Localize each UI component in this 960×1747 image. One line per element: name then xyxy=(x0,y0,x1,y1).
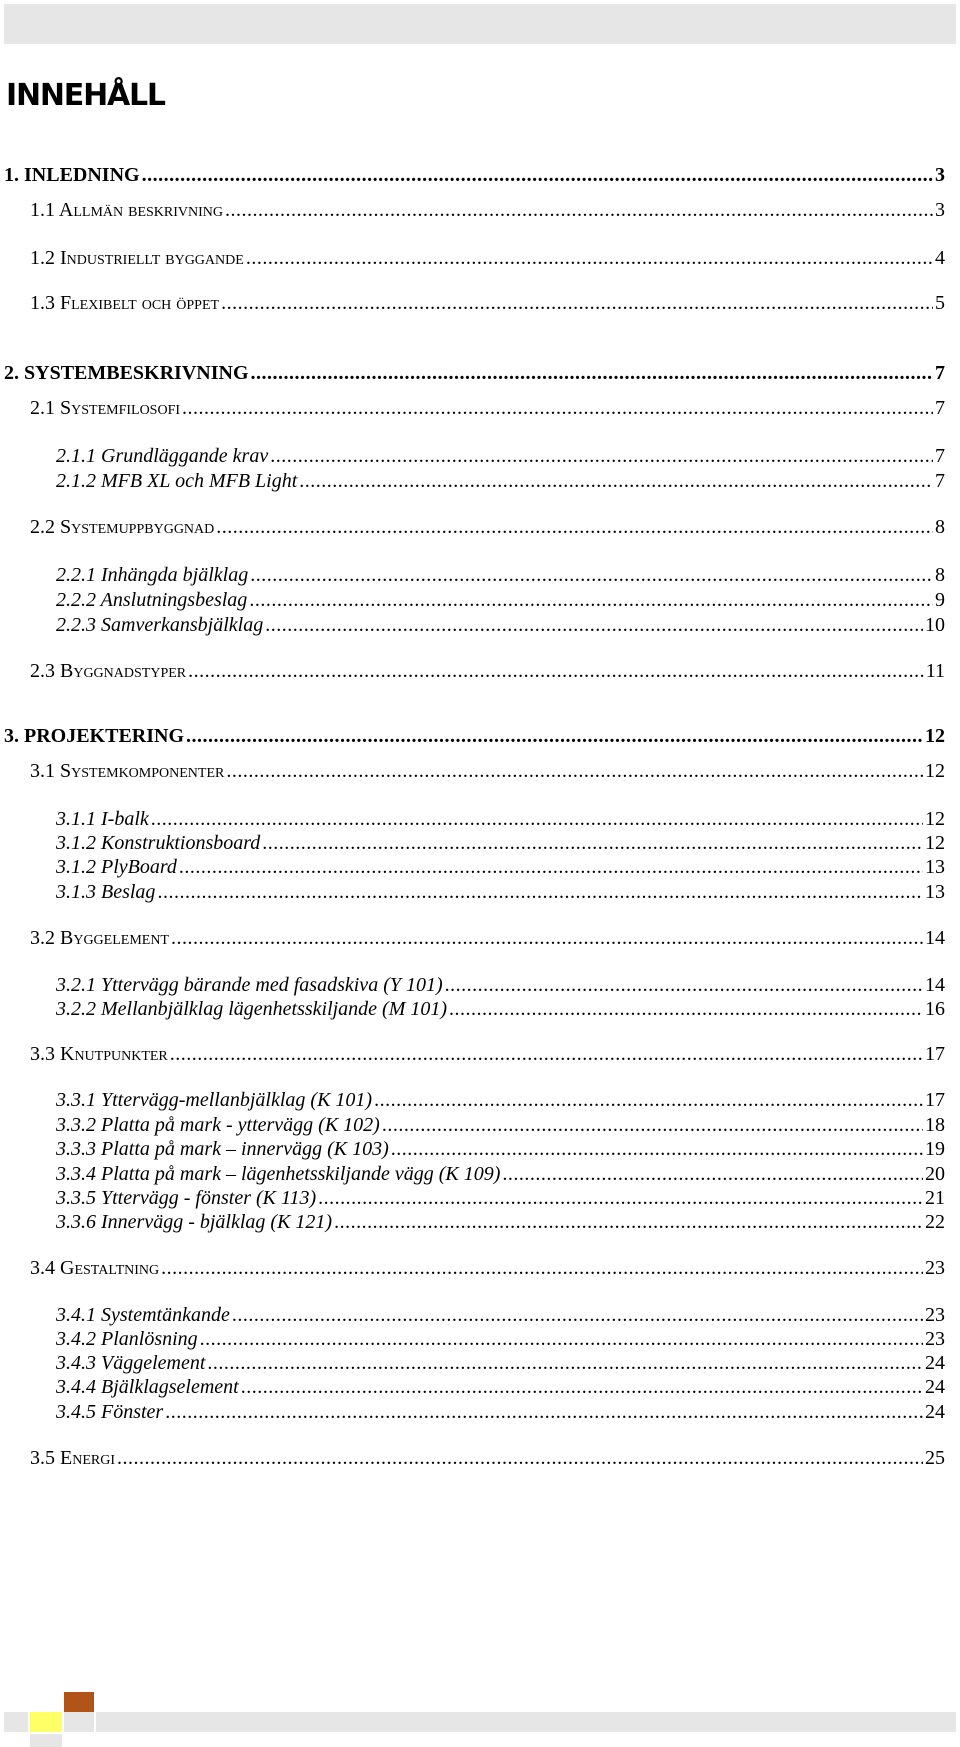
toc-entry-page-number: 12 xyxy=(925,760,945,782)
toc-entry-page-number: 14 xyxy=(925,927,945,949)
toc-leader-dots xyxy=(207,1350,923,1376)
toc-entry-page-number: 7 xyxy=(935,362,945,384)
toc-entry-label: 3.4 Gestaltning xyxy=(30,1257,160,1279)
toc-entry-page-number: 18 xyxy=(925,1114,945,1136)
toc-entry[interactable] xyxy=(56,854,945,880)
toc-title: INNEHÅLL xyxy=(6,78,165,113)
toc-leader-dots xyxy=(142,162,933,188)
toc-entry-page-number: 11 xyxy=(925,660,945,682)
toc-leader-dots xyxy=(225,197,933,223)
toc-entry-page-number: 24 xyxy=(925,1376,945,1398)
footer-decoration-gray xyxy=(4,1712,28,1732)
toc-entry-page-number: 13 xyxy=(925,856,945,878)
toc-leader-dots xyxy=(232,1302,923,1328)
toc-entry-page-number: 14 xyxy=(925,974,945,996)
toc-entry-label: 2.1 Systemfilosofi xyxy=(30,397,181,419)
toc-entry-label: 2.2.3 Samverkansbjälklag xyxy=(56,614,264,636)
toc-leader-dots xyxy=(226,758,923,784)
toc-entry[interactable] xyxy=(56,562,945,588)
toc-entry-page-number: 23 xyxy=(925,1304,945,1326)
toc-entry-label: 3.3.1 Yttervägg-mellanbjälklag (K 101) xyxy=(56,1089,373,1111)
toc-entry-label: 2.2.2 Anslutningsbeslag xyxy=(56,589,248,611)
toc-entry[interactable] xyxy=(4,360,945,386)
toc-entry-page-number: 7 xyxy=(935,445,945,467)
toc-leader-dots xyxy=(157,879,923,905)
toc-leader-dots xyxy=(250,562,933,588)
header-bar xyxy=(4,4,956,44)
toc-leader-dots xyxy=(382,1112,923,1138)
toc-entry[interactable] xyxy=(56,1087,945,1113)
toc-entry-label: 3.4.5 Fönster xyxy=(56,1401,164,1423)
toc-entry-label: 2.2 Systemuppbyggnad xyxy=(30,516,215,538)
toc-entry-page-number: 13 xyxy=(925,881,945,903)
toc-entry[interactable] xyxy=(30,514,945,540)
toc-leader-dots xyxy=(241,1374,923,1400)
toc-entry-page-number: 10 xyxy=(925,614,945,636)
toc-entry[interactable] xyxy=(56,1112,945,1138)
toc-entry[interactable] xyxy=(30,395,945,421)
toc-entry-page-number: 12 xyxy=(925,832,945,854)
toc-entry-page-number: 9 xyxy=(935,589,945,611)
toc-entry-label: 3.3 Knutpunkter xyxy=(30,1043,168,1065)
toc-entry-label: 3.3.2 Platta på mark - yttervägg (K 102) xyxy=(56,1114,380,1136)
toc-entry[interactable] xyxy=(56,1326,945,1352)
toc-entry[interactable] xyxy=(30,758,945,784)
toc-leader-dots xyxy=(251,360,933,386)
toc-leader-dots xyxy=(445,972,923,998)
toc-entry-label: 3.1 Systemkomponenter xyxy=(30,760,225,782)
footer-bar xyxy=(96,1712,956,1732)
toc-leader-dots xyxy=(171,925,923,951)
toc-entry-label: 3.3.6 Innervägg - bjälklag (K 121) xyxy=(56,1211,333,1233)
toc-leader-dots xyxy=(170,1041,923,1067)
toc-entry[interactable] xyxy=(56,1399,945,1425)
toc-entry-label: 3.4.4 Bjälklagselement xyxy=(56,1376,239,1398)
toc-entry-label: 3.4.2 Planlösning xyxy=(56,1328,198,1350)
toc-entry-label: 1.1 Allmän beskrivning xyxy=(30,199,224,221)
toc-entry-label: 3.1.2 PlyBoard xyxy=(56,856,177,878)
toc-leader-dots xyxy=(299,468,933,494)
toc-leader-dots xyxy=(182,395,933,421)
toc-entry-label: 3.3.4 Platta på mark – lägenhetsskiljande vägg (K 109) xyxy=(56,1163,501,1185)
toc-entry[interactable] xyxy=(56,1209,945,1235)
toc-leader-dots xyxy=(161,1255,923,1281)
toc-leader-dots xyxy=(374,1087,923,1113)
toc-entry-page-number: 24 xyxy=(925,1352,945,1374)
footer-decoration-yellow xyxy=(30,1712,62,1732)
toc-leader-dots xyxy=(188,658,924,684)
toc-leader-dots xyxy=(221,290,933,316)
toc-entry-page-number: 25 xyxy=(925,1447,945,1469)
toc-entry[interactable] xyxy=(30,925,945,951)
toc-entry-page-number: 23 xyxy=(925,1257,945,1279)
toc-entry-label: 3.1.2 Konstruktionsboard xyxy=(56,832,261,854)
toc-entry[interactable] xyxy=(30,1255,945,1281)
toc-entry-label: 1.2 Industriellt byggande xyxy=(30,247,244,269)
toc-entry[interactable] xyxy=(56,972,945,998)
toc-entry-page-number: 7 xyxy=(935,397,945,419)
toc-entry-page-number: 17 xyxy=(925,1089,945,1111)
toc-leader-dots xyxy=(502,1161,923,1187)
toc-entry[interactable] xyxy=(56,830,945,856)
toc-entry-page-number: 4 xyxy=(935,247,945,269)
toc-entry-label: 2.1.2 MFB XL och MFB Light xyxy=(56,470,298,492)
toc-entry-page-number: 7 xyxy=(935,470,945,492)
toc-entry-page-number: 3 xyxy=(935,164,945,186)
toc-leader-dots xyxy=(246,245,933,271)
toc-entry-label: 3.2.1 Yttervägg bärande med fasadskiva (Y 101) xyxy=(56,974,443,996)
toc-entry-page-number: 16 xyxy=(925,998,945,1020)
toc-entry[interactable] xyxy=(30,1041,945,1067)
toc-entry-label: 3.5 Energi xyxy=(30,1447,115,1469)
toc-entry-label: 1.3 Flexibelt och öppet xyxy=(30,292,220,314)
toc-entry-page-number: 3 xyxy=(935,199,945,221)
toc-entry[interactable] xyxy=(4,723,945,749)
toc-leader-dots xyxy=(449,996,923,1022)
footer-decoration-brown xyxy=(64,1692,94,1712)
toc-entry-page-number: 22 xyxy=(925,1211,945,1233)
toc-entry-page-number: 17 xyxy=(925,1043,945,1065)
toc-entry-label: 3.4.1 Systemtänkande xyxy=(56,1304,230,1326)
toc-leader-dots xyxy=(391,1136,923,1162)
toc-entry-label: 3.1.3 Beslag xyxy=(56,881,156,903)
footer-decoration-gray-2 xyxy=(64,1712,94,1732)
toc-leader-dots xyxy=(151,806,923,832)
toc-entry[interactable] xyxy=(56,806,945,832)
toc-entry[interactable] xyxy=(56,612,945,638)
toc-entry-page-number: 8 xyxy=(935,564,945,586)
toc-leader-dots xyxy=(165,1399,923,1425)
toc-leader-dots xyxy=(179,854,923,880)
toc-entry-page-number: 5 xyxy=(935,292,945,314)
toc-entry-page-number: 20 xyxy=(925,1163,945,1185)
toc-entry[interactable] xyxy=(30,1445,945,1471)
toc-entry-label: 3.2.2 Mellanbjälklag lägenhetsskiljande (M 101) xyxy=(56,998,448,1020)
toc-entry-page-number: 24 xyxy=(925,1401,945,1423)
toc-entry[interactable] xyxy=(56,996,945,1022)
toc-leader-dots xyxy=(186,723,923,749)
toc-entry[interactable] xyxy=(56,443,945,469)
toc-entry-label: 2.2.1 Inhängda bjälklag xyxy=(56,564,249,586)
toc-entry-label: 2.1.1 Grundläggande krav xyxy=(56,445,269,467)
toc-entry-page-number: 12 xyxy=(925,808,945,830)
toc-entry-label: 2. SYSTEMBESKRIVNING xyxy=(4,362,249,384)
footer-decoration-gray-3 xyxy=(30,1734,62,1747)
toc-entry-label: 2.3 Byggnadstyper xyxy=(30,660,187,682)
toc-entry-label: 3.3.3 Platta på mark – innervägg (K 103) xyxy=(56,1138,389,1160)
toc-leader-dots xyxy=(249,587,933,613)
toc-leader-dots xyxy=(334,1209,923,1235)
toc-entry[interactable] xyxy=(56,468,945,494)
toc-entry-label: 3.1.1 I-balk xyxy=(56,808,149,830)
toc-entry[interactable] xyxy=(4,162,945,188)
toc-entry[interactable] xyxy=(56,1374,945,1400)
toc-leader-dots xyxy=(318,1185,923,1211)
toc-entry-label: 3. PROJEKTERING xyxy=(4,725,185,747)
toc-entry[interactable] xyxy=(56,1350,945,1376)
toc-leader-dots xyxy=(265,612,923,638)
toc-leader-dots xyxy=(216,514,933,540)
toc-entry[interactable] xyxy=(56,879,945,905)
toc-leader-dots xyxy=(117,1445,923,1471)
toc-entry-page-number: 19 xyxy=(925,1138,945,1160)
toc-entry[interactable] xyxy=(30,290,945,316)
toc-entry-label: 3.4.3 Väggelement xyxy=(56,1352,206,1374)
toc-entry-page-number: 21 xyxy=(925,1187,945,1209)
toc-entry[interactable] xyxy=(56,1302,945,1328)
toc-entry-page-number: 12 xyxy=(925,725,945,747)
toc-entry[interactable] xyxy=(56,1161,945,1187)
toc-entry-label: 3.2 Byggelement xyxy=(30,927,169,949)
toc-entry-page-number: 23 xyxy=(925,1328,945,1350)
toc-entry[interactable] xyxy=(30,658,945,684)
toc-entry[interactable] xyxy=(30,245,945,271)
toc-entry[interactable] xyxy=(56,587,945,613)
toc-leader-dots xyxy=(200,1326,923,1352)
toc-leader-dots xyxy=(262,830,923,856)
toc-entry-page-number: 8 xyxy=(935,516,945,538)
toc-entry[interactable] xyxy=(56,1136,945,1162)
toc-entry[interactable] xyxy=(30,197,945,223)
toc-entry[interactable] xyxy=(56,1185,945,1211)
toc-entry-label: 3.3.5 Yttervägg - fönster (K 113) xyxy=(56,1187,317,1209)
toc-entry-label: 1. INLEDNING xyxy=(4,164,140,186)
toc-leader-dots xyxy=(270,443,933,469)
